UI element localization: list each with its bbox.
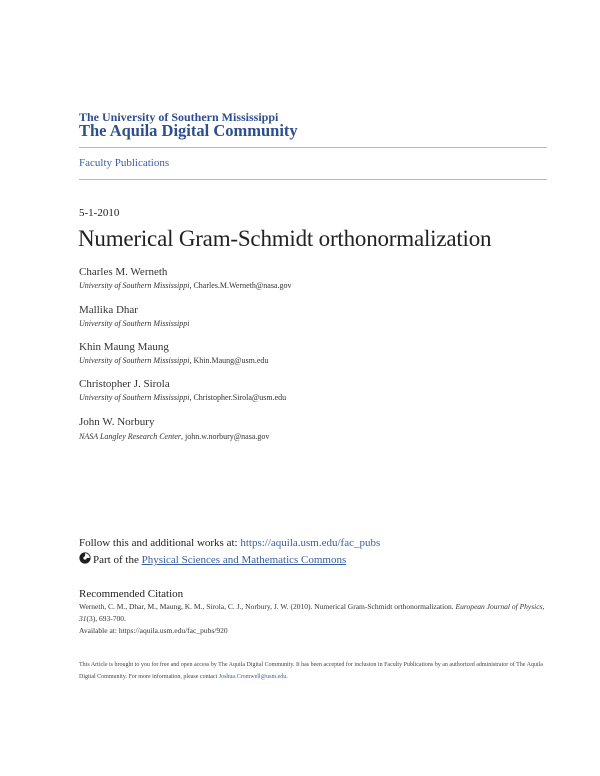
access-notice: This Article is brought to you for free and open access by The Aquila Digital Community. It has been accepted for inclusion in Faculty Publications by an authorized administrator of The Aquila Digital Community. For more information, please contact Joshua.Cromwell@usm.edu. <box>79 662 543 680</box>
author-name: Mallika Dhar <box>79 304 138 316</box>
citation-heading: Recommended Citation <box>79 588 184 600</box>
citation-text: Werneth, C. M., Dhar, M., Maung, K. M., Sirola, C. J., Norbury, J. W. (2010). Numerical Gram-Schmidt orthonormalization. European Journal of Physics, 31(3), 693-700. Available at: https://aquila.usm.edu/fac_pubs/920 <box>79 602 545 635</box>
author-affiliation: University of Southern Mississippi, Khin.Maung@usm.edu <box>79 356 269 365</box>
author-name: John W. Norbury <box>79 416 155 428</box>
citation-url[interactable]: Available at: https://aquila.usm.edu/fac_pubs/920 <box>79 626 228 635</box>
paper-title: Numerical Gram-Schmidt orthonormalization <box>78 226 492 251</box>
part-of-line: Part of the Physical Sciences and Mathematics Commons <box>93 554 347 566</box>
follow-link[interactable]: https://aquila.usm.edu/fac_pubs <box>240 537 381 549</box>
author-affiliation: NASA Langley Research Center, john.w.norbury@nasa.gov <box>79 432 270 441</box>
divider-top <box>79 147 547 148</box>
author-email: , john.w.norbury@nasa.gov <box>180 432 270 441</box>
author-affiliation: University of Southern Mississippi, Christopher.Sirola@usm.edu <box>79 393 287 402</box>
faculty-publications-link[interactable]: Faculty Publications <box>79 157 170 169</box>
author-affiliation: University of Southern Mississippi <box>79 319 190 328</box>
university-name: The University of Southern Mississippi <box>79 110 279 124</box>
divider-bottom <box>79 179 547 180</box>
author-name: Khin Maung Maung <box>79 341 169 353</box>
author-email: , Khin.Maung@usm.edu <box>189 356 269 365</box>
commons-link[interactable]: Physical Sciences and Mathematics Commons <box>141 554 347 566</box>
repository-name[interactable]: The Aquila Digital Community <box>79 121 298 140</box>
publication-date: 5-1-2010 <box>79 207 120 219</box>
author-name: Charles M. Werneth <box>79 266 168 278</box>
author-name: Christopher J. Sirola <box>79 378 170 390</box>
author-affiliation: University of Southern Mississippi, Charles.M.Werneth@nasa.gov <box>79 281 292 290</box>
author-email: , Christopher.Sirola@usm.edu <box>189 393 287 402</box>
follow-line: Follow this and additional works at: https://aquila.usm.edu/fac_pubs <box>79 537 381 549</box>
contact-email-link[interactable]: Joshua.Cromwell@usm.edu <box>218 674 287 680</box>
author-email: , Charles.M.Werneth@nasa.gov <box>189 281 292 290</box>
commons-network-icon <box>79 552 91 564</box>
